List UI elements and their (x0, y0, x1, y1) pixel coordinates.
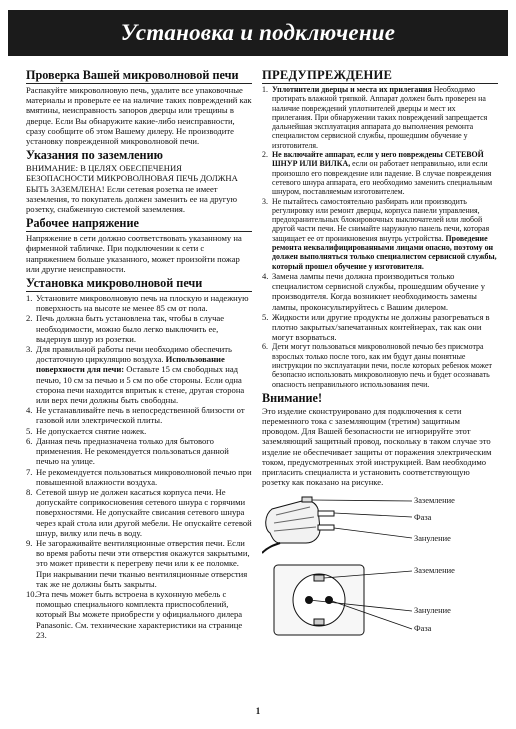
list-item: 5. Не допускается снятие ножек. (26, 425, 147, 436)
label-socket-ground: Зануление (414, 606, 451, 616)
page-title: Установка и подключение (120, 20, 396, 45)
page-number: 1 (255, 706, 261, 716)
list-item: 4. Замена лампы печи должна производиться только специалистом сервисной службы, прошедшим обучение у производителя. Когда возникнет необходимость замены лампы, проконсультируйтесь с Вашим дилером. (262, 270, 485, 312)
label-plug-ground: Зануление (414, 534, 451, 544)
divider (262, 83, 498, 84)
section-title-attention: Внимание! (262, 390, 322, 405)
list-item: 6. Дети могут пользоваться микроволновой печью без присмотра взрослых только после того, как им будут даны понятные инструкции по эксплуатации печи, после которых ребенок может безопасно использовать микроволновую печь и будет осознавать опасность неправильного использования печи. (262, 342, 492, 389)
section-title-voltage: Рабочее напряжение (26, 216, 139, 231)
section-text-attention: Это изделие сконструировано для подключения к сети переменного тока с заземляющим (третим) защитным проводом. Для Вашей безопасности не игнорируйте этот заземляющий защитный провод, поскольку в таком случае это изделие не обеспечивает защиты от поражения электрическим током, предусмотренных этой инструкцией. Вам необходимо пригласить специалиста и установить соответствующую розетку как показано на рисунке. (262, 405, 492, 488)
label-socket-phase: Фаза (414, 624, 432, 634)
section-oven-check (26, 69, 252, 146)
list-item: 7. Не рекомендуется пользоваться микроволновой печью при повышенной влажности воздуха. (26, 466, 252, 487)
list-item: 4. Не устанавливайте печь в непосредственной близости от газовой или электрической плиты. (26, 405, 245, 426)
section-title-warning: ПРЕДУПРЕЖДЕНИЕ (262, 68, 393, 82)
list-item: 5. Жидкости или другие продукты не должны разогреваться в плотно закрытых/запечатанных контейнерах, так как они могут взорваться. (262, 311, 490, 343)
divider (26, 83, 252, 84)
list-item: 8. Сетевой шнур не должен касаться корпуса печи. Не допускайте соприкосновения сетевого шнура с горячими поверхностями. Не допускайте свисания сетевого шнура через край стола или другой мебели. Не опускайте сетевой шнур, вилку или печь в воду. (26, 486, 252, 538)
right-column (262, 69, 498, 641)
label-plug-phase: Фаза (414, 513, 432, 523)
left-column (26, 69, 252, 643)
section-grounding (26, 149, 252, 214)
section-attention (262, 392, 498, 488)
plug-socket-illustration (262, 493, 498, 641)
plug-socket-diagrams (262, 493, 498, 641)
list-item: 3. Не пытайтесь самостоятельно разбирать или производить регулировку или ремонт дверцы, корпуса панели управления, предохранительных блокировочных выключателей или любой другой части печи. Не снимайте наружную панель печи, которая защищает ее от проникновения внутрь устройства. Проведение ремонта неквалифицированными лицами опасно, поэтому он должен выполняться только специалистом сервисной службы, который прошел обучение у изготовителя. (262, 196, 497, 271)
label-plug-earth: Заземление (414, 496, 455, 506)
list-item: 1. Уплотнители дверцы и места их прилегания Необходимо протирать влажной тряпкой. Аппарат должен быть проверен на наличие повреждений уплотнителей дверцы и мест их прилегания. При обнаружении таких повреждений запрещается дальнейшая эксплуатация аппарата до выполнения ремонта специалистом сервисной службы, прошедшим обучение у изготовителя. (262, 85, 488, 150)
installation-list (26, 293, 252, 640)
section-warning (262, 69, 498, 389)
list-item: 1. Установите микроволновую печь на плоскую и надежную поверхность на высоте не менее 85 см от пола. (26, 293, 249, 314)
list-item: 9. Не загораживайте вентиляционные отверстия печи. Если во время работы печи эти отверстия окажутся закрытыми, это может привести к перегреву печи или к ее поломке. При накрывании печи тканью вентиляционные отверстия так же не должны быть закрыты. (26, 537, 250, 589)
list-item: 3. Для правильной работы печи необходимо обеспечить достаточную циркуляцию воздуха. Использование поверхности для печи: Оставьте 15 см свободных над печью, 10 см за печью и 5 см по обе стороны. Если одна сторона печи находится впритык к стене, другая сторона или верх печи должны быть свободны. (26, 344, 245, 406)
section-installation (26, 277, 252, 640)
section-voltage (26, 217, 252, 274)
page-header-banner (8, 10, 508, 56)
section-text-oven-check: Распакуйте микроволновую печь, удалите все упаковочные материалы и проверьте ее на наличие таких повреждений как вмятины, неисправность запоров дверцы или трещины в дверце. Если Вы обнаружите какие-либо неисправности, сразу сообщите об этом Вашему дилеру. Не производите установку поврежденной микроволновой печи. (26, 85, 252, 147)
label-socket-earth: Заземление (414, 566, 455, 576)
section-title-oven-check: Проверка Вашей микроволновой печи (26, 68, 239, 82)
warning-list (262, 85, 498, 389)
list-item: 2. Печь должна быть установлена так, чтобы в случае необходимости, можно было легко выключить ее, выдернув шнур из розетки. (26, 313, 225, 344)
section-title-grounding: Указания по заземлению (26, 148, 163, 163)
section-text-grounding: ВНИМАНИЕ: В ЦЕЛЯХ ОБЕСПЕЧЕНИЯ БЕЗОПАСНОСТИ МИКРОВОЛНОВАЯ ПЕЧЬ ДОЛЖНА БЫТЬ ЗАЗЕМЛЕНА! Если сетевая розетка не имеет заземления, то покупатель должен заменить ее на другую розетку, снабженную системой заземления. (26, 163, 238, 215)
section-title-installation: Установка микроволновой печи (26, 276, 203, 291)
divider (26, 291, 252, 292)
section-text-voltage: Напряжение в сети должно соответствовать указанному на фирменной табличке. При подключении к сети с напряжением больше указанного, может произойти пожар или другие неисправности. (26, 233, 242, 274)
list-item: 2. Не включайте аппарат, если у него повреждены СЕТЕВОЙ ШНУР ИЛИ ВИЛКА, если он работает неправильно, или если произошло его повреждение или падение. В случае повреждения сетевого шнура аппарата, его необходимо заменить специальным шнуром, поставляемым изготовителем. (262, 150, 493, 197)
list-item: 6. Данная печь предназначена только для бытового применения. Не рекомендуется пользоваться данной печью на улице. (26, 435, 229, 467)
plug-icon (262, 497, 334, 553)
list-item: 10. Эта печь может быть встроена в кухонную мебель с помощью специального комплекта приспособлений, который Вы можете приобрести у официального дилера Panasonic. См. технические характеристики на странице 23. (26, 588, 243, 640)
divider (26, 231, 252, 232)
